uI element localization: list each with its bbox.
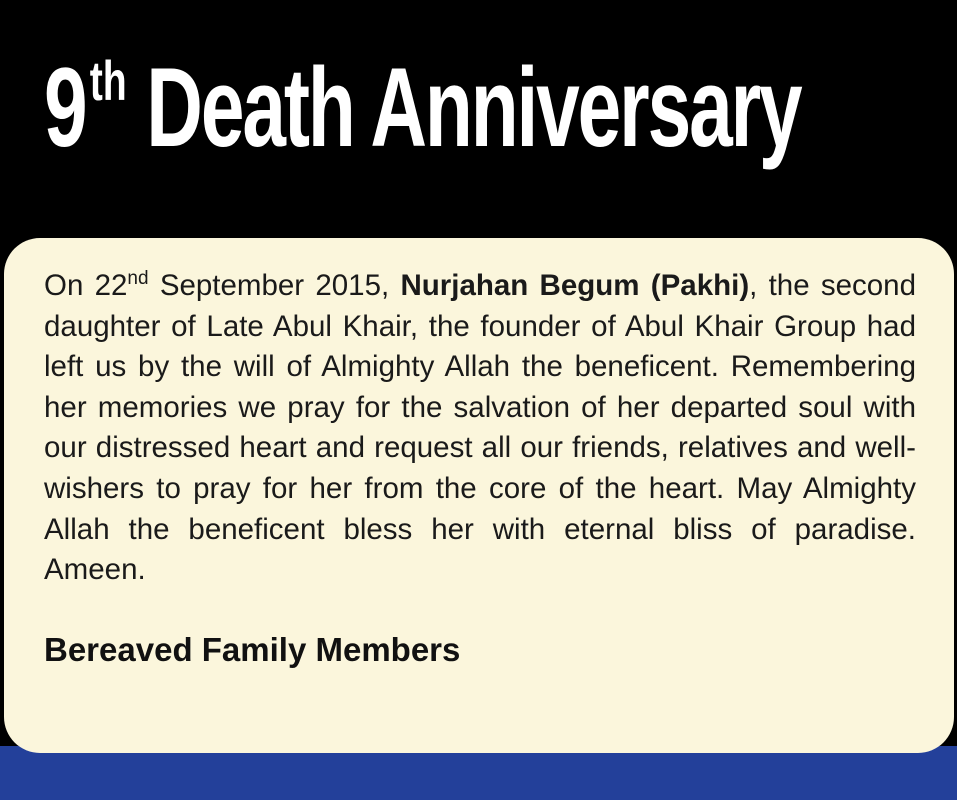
ordinal-suffix: th: [89, 49, 127, 112]
memorial-message: [44, 266, 916, 591]
signature: Bereaved Family Members: [44, 630, 461, 668]
date-ordinal-suffix: nd: [127, 268, 149, 289]
message-body: , the second daughter of Late Abul Khair, the founder of Abul Khair Group had left us by the will of Almighty Allah the beneficent. Remembering her memories we pray for the salvation of her departed soul with our distressed heart and request all our friends, relatives and well-wishers to pray for her from the core of the heart. May Almighty Allah the beneficent bless her with eternal bliss of paradise. Ameen.: [44, 269, 916, 587]
deceased-name: Nurjahan Begum (Pakhi): [400, 269, 750, 302]
message-date: September 2015,: [148, 269, 401, 302]
message-intro: On 22: [44, 269, 128, 302]
anniversary-number: 9: [44, 45, 86, 170]
blue-footer-band: [0, 746, 957, 800]
headline: [44, 45, 801, 170]
message-panel: [4, 238, 954, 753]
headline-title: Death Anniversary: [146, 45, 801, 170]
